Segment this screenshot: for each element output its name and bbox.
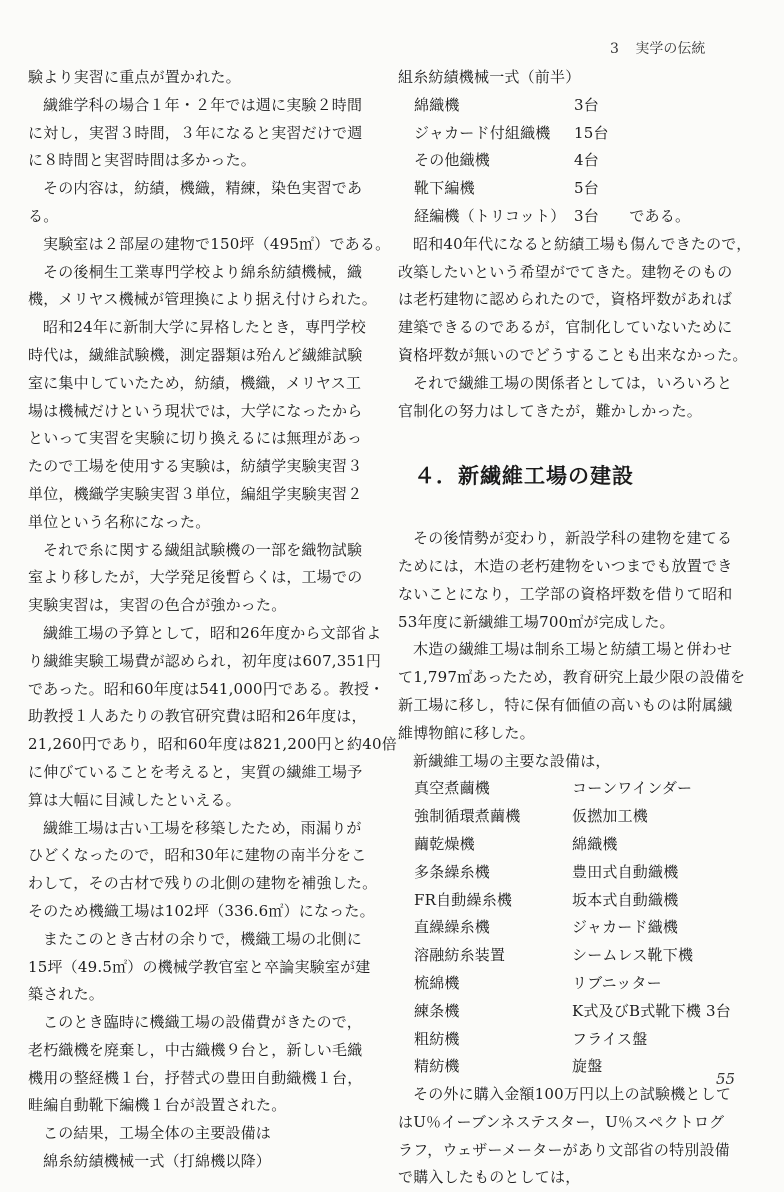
text-line: て1,797㎡あったため，教育研究上最少限の設備を [398, 668, 746, 687]
text-line: で購入したものとしては， [398, 1168, 581, 1187]
text-line: といって実習を実験に切り換えるには無理があっ [28, 429, 363, 448]
section-title: ４．新繊維工場の建設 [414, 464, 634, 489]
facility-left: 真空煮繭機 [414, 779, 491, 798]
paragraph [28, 620, 398, 815]
equipment-row [398, 120, 768, 148]
paragraph [398, 231, 768, 370]
facility-row [398, 1026, 768, 1054]
text-line: 実験実習は，実習の色合が強かった。 [28, 596, 287, 615]
text-line: ひどくなったので，昭和30年に建物の南半分をこ [28, 846, 367, 865]
text-line: わして，その古材で残りの北側の建物を補強した。 [28, 874, 378, 893]
text-line: はU％イーブンネステスター，U％スペクトログ [398, 1112, 725, 1131]
text-line: 畦編自動靴下編機１台が設置された。 [28, 1096, 287, 1115]
running-header [610, 38, 750, 58]
text-line: であった。昭和60年度は541,000円である。教授・ [28, 679, 385, 698]
text-line: 助教授１人あたりの教官研究費は昭和26年度は， [28, 707, 367, 726]
text-line: に伸びていることを考えると，実質の繊維工場予 [28, 762, 363, 781]
text-line: 老朽織機を廃棄し，中古織機９台と，新しい毛織 [28, 1040, 363, 1059]
right-paragraphs-a [398, 231, 768, 426]
facility-left: 溶融紡糸装置 [414, 946, 506, 965]
text-line: ラフ，ウェザーメーターがあり文部省の特別設備 [398, 1140, 730, 1159]
facility-right: コーンワインダー [572, 779, 693, 798]
text-line: 21,260円であり，昭和60年度は821,200円と約40倍 [28, 735, 397, 754]
paragraph [398, 748, 768, 776]
text-line: 新繊維工場の主要な設備は， [413, 751, 611, 770]
paragraph [28, 92, 398, 175]
text-line: り繊維実験工場費が認められ，初年度は607,351円 [28, 651, 382, 670]
text-line: それで繊維工場の関係者としては，いろいろと [413, 373, 733, 392]
facility-row [398, 998, 768, 1026]
equipment-name: その他織機 [414, 151, 491, 170]
facility-list [398, 775, 768, 1081]
equipment-name: 経編機（トリコット） [414, 206, 566, 225]
facility-row [398, 1053, 768, 1081]
chapter-number: 3 [610, 41, 619, 57]
paragraph [398, 1081, 768, 1192]
text-line: 繊維学科の場合１年・２年では週に実験２時間 [43, 95, 363, 114]
text-line: 新工場に移し，特に保有価値の高いものは附属繊 [398, 695, 733, 714]
facility-left: 直繰繰糸機 [414, 918, 491, 937]
text-line: その外に購入金額100万円以上の試験機として [413, 1085, 732, 1104]
facility-left: 多条繰糸機 [414, 862, 491, 881]
facility-left: FR自動繰糸機 [414, 890, 513, 909]
facility-left: 繭乾燥機 [414, 834, 475, 853]
facility-right: 豊田式自動織機 [572, 862, 679, 881]
facility-right: K式及びB式靴下機 3台 [572, 1001, 731, 1020]
text-line: 室より移したが，大学発足後暫らくは，工場での [28, 568, 363, 587]
equipment-qty: 15台 [574, 123, 609, 142]
text-line: 機用の整経機１台，抒替式の豊田自動織機１台， [28, 1068, 363, 1087]
text-line: 15坪（49.5㎡）の機械学教官室と卒論実験室が建 [28, 957, 371, 976]
text-line: 綿糸紡績機械一式（打綿機以降） [43, 1152, 272, 1171]
equipment-intro: 組糸紡績機械一式（前半） [398, 68, 581, 86]
paragraph [28, 1120, 398, 1148]
equipment-row [398, 175, 768, 203]
left-column [28, 64, 398, 1176]
paragraph [28, 314, 398, 536]
equipment-qty: 5台 [574, 179, 599, 198]
equipment-list [398, 92, 768, 231]
text-line: は老朽建物に認められたので，資格坪数があれば [398, 290, 733, 309]
facility-row [398, 803, 768, 831]
text-line: 験より実習に重点が置かれた。 [28, 68, 241, 86]
text-line: 築された。 [28, 985, 105, 1004]
text-line: 繊維工場は古い工場を移築したため，雨漏りが [43, 818, 362, 837]
facility-row [398, 914, 768, 942]
paragraph [28, 64, 398, 92]
equipment-row [398, 147, 768, 175]
facility-left: 練条機 [414, 1001, 460, 1020]
facility-row [398, 970, 768, 998]
text-line: この結果，工場全体の主要設備は [43, 1124, 272, 1143]
text-line: 繊維工場の予算として，昭和26年度から文部省よ [43, 623, 382, 642]
paragraph [398, 370, 768, 426]
page-number: 55 [716, 1070, 736, 1088]
paragraph [28, 259, 398, 315]
text-line: 機，メリヤス機械が管理換により据え付けられた。 [28, 290, 378, 309]
equipment-name: 靴下編機 [414, 179, 475, 198]
facility-right: 旋盤 [572, 1057, 603, 1076]
text-line: たので工場を使用する実験は，紡績学実験実習３ [28, 457, 363, 476]
paragraph [28, 1148, 398, 1176]
paragraph [28, 1009, 398, 1120]
facility-left: 粗紡機 [414, 1029, 460, 1048]
facility-row [398, 942, 768, 970]
text-line: 資格坪数が無いのでどうすることも出来なかった。 [398, 345, 748, 364]
facility-left: 強制循環煮繭機 [414, 807, 521, 826]
paragraph [398, 636, 768, 747]
text-line: る。 [28, 206, 59, 225]
text-line: 単位という名称になった。 [28, 512, 211, 531]
facility-right: フライス盤 [572, 1029, 648, 1048]
equipment-qty: 3台 である。 [574, 206, 691, 225]
text-line: そのため機織工場は102坪（336.6㎡）になった。 [28, 901, 375, 920]
facility-right: ジャカード織機 [572, 918, 679, 937]
equipment-qty: 3台 [574, 95, 599, 114]
paragraph [28, 175, 398, 231]
text-line: それで糸に関する繊組試験機の一部を織物試験 [43, 540, 363, 559]
text-line: に対し，実習３時間，３年になると実習だけで週 [28, 123, 363, 142]
text-line: その後情勢が変わり，新設学科の建物を建てる [413, 529, 733, 548]
text-line: ないことになり，工学部の資格坪数を借りて昭和 [398, 584, 733, 603]
text-line: 53年度に新繊維工場700㎡が完成した。 [398, 612, 675, 631]
equipment-name: ジャカード付組織機 [414, 123, 551, 142]
text-line: 実験室は２部屋の建物で150坪（495㎡）である。 [43, 234, 391, 253]
facility-left: 梳綿機 [414, 973, 460, 992]
paragraph [28, 537, 398, 620]
facility-row [398, 887, 768, 915]
text-line: 昭和24年に新制大学に昇格したとき，専門学校 [43, 318, 366, 337]
text-line: 場は機械だけという現状では，大学になったから [28, 401, 363, 420]
facility-row [398, 831, 768, 859]
text-line: ためには，木造の老朽建物をいつまでも放置でき [398, 556, 733, 575]
facility-right: 仮撚加工機 [572, 807, 649, 826]
equipment-name: 綿織機 [414, 95, 460, 114]
facility-right: リブニッター [572, 973, 662, 992]
paragraph [398, 525, 768, 636]
right-paragraphs-c [398, 1081, 768, 1192]
text-line: このとき臨時に機織工場の設備費がきたので， [43, 1013, 362, 1032]
equipment-row [398, 92, 768, 120]
text-line: 室に集中していたため，紡績，機織，メリヤス工 [28, 373, 362, 392]
paragraph [28, 815, 398, 926]
facility-right: 綿織機 [572, 834, 618, 853]
text-line: 単位，機織学実験実習３単位，編組学実験実習２ [28, 484, 363, 503]
text-line: 建築できるのであるが，官制化していないために [398, 318, 733, 337]
facility-row [398, 859, 768, 887]
text-line: 官制化の努力はしてきたが，難かしかった。 [398, 401, 703, 420]
text-line: その後桐生工業専門学校より綿糸紡績機械，織 [43, 262, 363, 281]
right-column [398, 64, 768, 1192]
equipment-row [398, 203, 768, 231]
facility-row [398, 775, 768, 803]
text-line: 改築したいという希望がでてきた。建物そのもの [398, 262, 733, 281]
facility-right: 坂本式自動織機 [572, 890, 679, 909]
paragraph [28, 231, 398, 259]
facility-left: 精紡機 [414, 1057, 460, 1076]
equipment-qty: 4台 [574, 151, 599, 170]
text-line: その内容は，紡績，機織，精練，染色実習であ [43, 179, 363, 198]
facility-right: シームレス靴下機 [572, 946, 694, 965]
chapter-title: 実学の伝統 [635, 41, 706, 57]
text-line: 木造の繊維工場は制糸工場と紡績工場と併わせ [413, 640, 733, 659]
text-line: 算は大幅に目減したといえる。 [28, 790, 241, 809]
text-line: に８時間と実習時間は多かった。 [28, 151, 257, 170]
text-line: またこのとき古材の余りで，機織工場の北側に [43, 929, 362, 948]
text-line: 時代は，繊維試験機，測定器類は殆んど繊維試験 [28, 345, 363, 364]
right-paragraphs-b [398, 525, 768, 775]
paragraph [28, 926, 398, 1009]
text-line: 維博物館に移した。 [398, 723, 535, 742]
text-line: 昭和40年代になると紡績工場も傷んできたので， [413, 234, 752, 253]
